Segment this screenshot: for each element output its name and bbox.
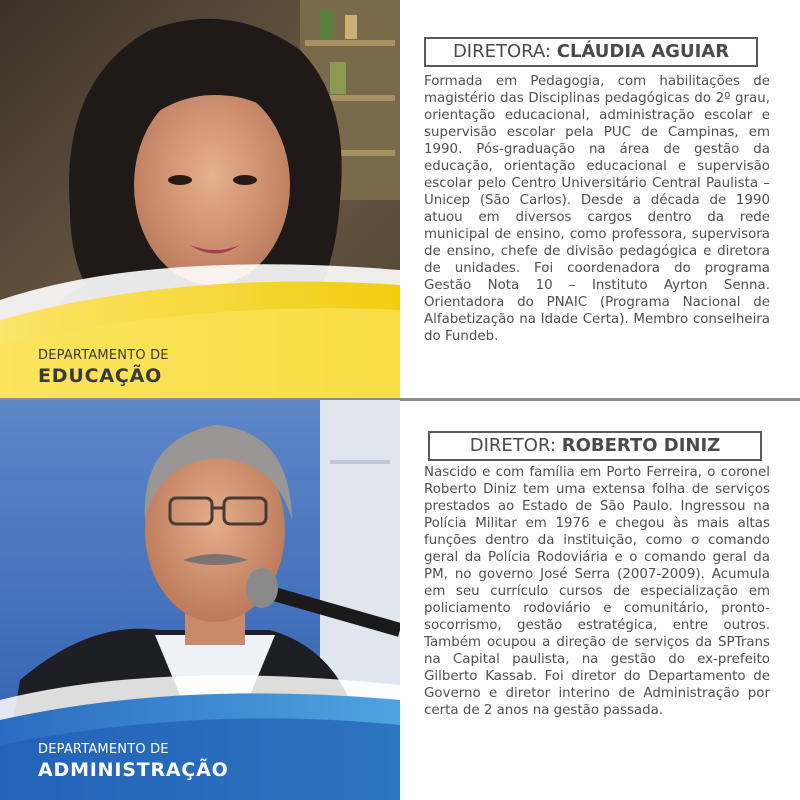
department-prefix: DEPARTAMENTO DE	[38, 742, 169, 757]
department-label	[38, 742, 229, 781]
department-prefix: DEPARTAMENTO DE	[38, 348, 169, 363]
administration-section	[0, 400, 800, 800]
biography-text: Nascido e com família em Porto Ferreira, o coronel Roberto Diniz tem uma extensa folha de serviços prestados ao Estado de São Paulo. Ingressou na Polícia Militar em 1976 e chegou às mais altas funções dentro da instituição, como o comando geral da Polícia Rodoviária e o comando geral da PM, no governo José Serra (2007-2009). Acumula em seu currículo cursos de especialização em policiamento rodoviário e comunitário, pronto-socorrismo, gestão estratégica, entre outros. Também ocupou a direção de serviços da SPTrans na Capital paulista, na gestão do ex-prefeito Gilberto Kassab. Foi diretor do Departamento de Governo e diretor interino de Administração por certa de 2 anos na gestão passada.	[424, 465, 770, 718]
biography-text: Formada em Pedagogia, com habilitações de magistério das Disciplinas pedagógicas do 2º grau, orientação educacional, administração escolar e supervisão escolar pela PUC de Campinas, em 1990. Pós-graduação na área de gestão da educação, orientação educacional e supervisão escolar pelo Centro Universitário Central Paulista – Unicep (São Carlos). Desde a década de 1990 atuou em diversos cargos dentro da rede municipal de ensino, como professora, supervisora de ensino, chefe de divisão pedagógica e diretora de unidades. Foi coordenadora do programa Gestão Nota 10 – Instituto Ayrton Senna. Orientadora do PNAIC (Programa Nacional de Alfabetização na Idade Certa). Membro conselheira do Fundeb.	[424, 74, 770, 344]
claudia-aguiar-photo	[0, 0, 400, 400]
roberto-diniz-photo	[0, 400, 400, 800]
role-label: DIRETORA:	[452, 41, 551, 62]
role-label: DIRETOR:	[469, 435, 556, 456]
department-label	[38, 348, 169, 387]
person-name: ROBERTO DINIZ	[561, 435, 721, 456]
department-name: EDUCAÇÃO	[38, 365, 163, 387]
person-name: CLÁUDIA AGUIAR	[556, 41, 730, 62]
person-title	[428, 431, 762, 461]
department-name: ADMINISTRAÇÃO	[38, 759, 229, 781]
person-title	[424, 37, 758, 67]
